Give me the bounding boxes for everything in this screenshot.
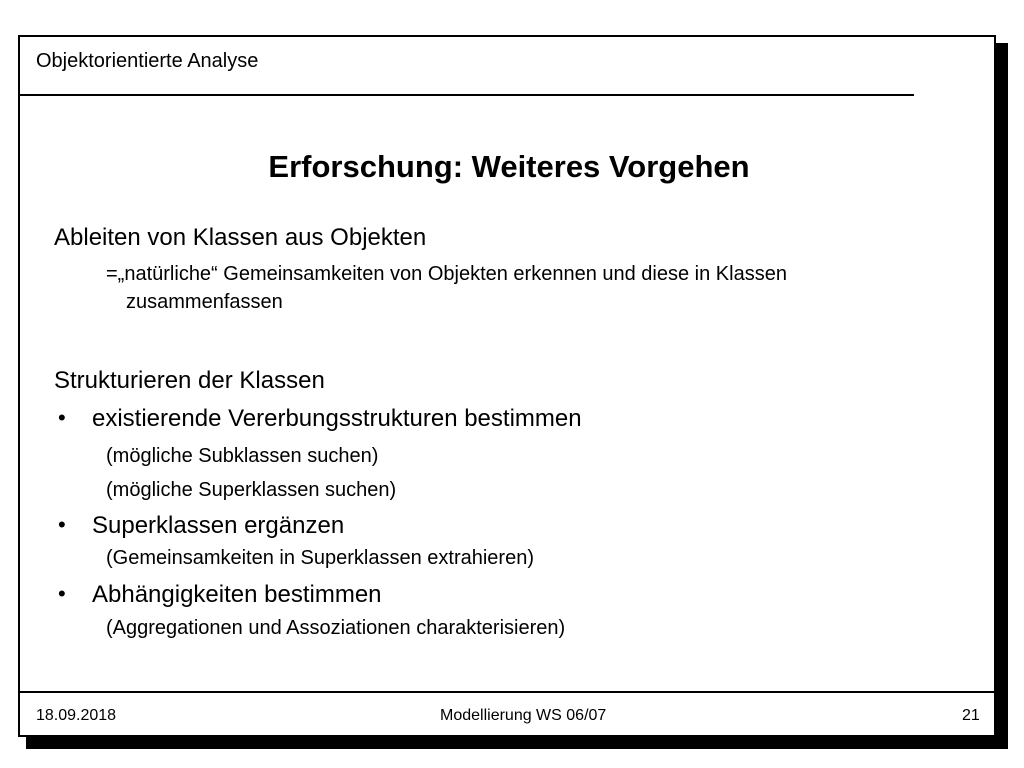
header-title: Objektorientierte Analyse	[36, 50, 259, 72]
section-heading-derive-classes: Ableiten von Klassen aus Objekten	[54, 224, 427, 251]
bullet-icon: •	[58, 581, 66, 606]
bullet-item-dependencies: Abhängigkeiten bestimmen	[92, 581, 382, 608]
bullet-detail-associations: (Aggregationen und Assoziationen charakterisieren)	[106, 617, 566, 639]
slide	[18, 35, 996, 737]
bullet-detail-subclasses: (mögliche Subklassen suchen)	[106, 445, 379, 467]
section-detail-line-2: zusammenfassen	[126, 291, 283, 313]
bullet-icon: •	[58, 405, 66, 430]
slide-title: Erforschung: Weiteres Vorgehen	[268, 149, 750, 184]
bullet-icon: •	[58, 512, 66, 537]
footer-course: Modellierung WS 06/07	[440, 707, 607, 724]
bullet-item-superclasses: Superklassen ergänzen	[92, 512, 345, 539]
footer-divider	[20, 691, 994, 693]
section-heading-structure-classes: Strukturieren der Klassen	[54, 367, 325, 394]
bullet-detail-superclasses: (mögliche Superklassen suchen)	[106, 479, 397, 501]
bullet-item-inheritance: existierende Vererbungsstrukturen bestimmen	[92, 405, 582, 432]
footer-date: 18.09.2018	[36, 707, 117, 724]
section-detail-line-1: =„natürliche“ Gemeinsamkeiten von Objekten erkennen und diese in Klassen	[106, 263, 787, 285]
bullet-detail-commonalities: (Gemeinsamkeiten in Superklassen extrahieren)	[106, 547, 534, 569]
footer-page-number: 21	[962, 707, 980, 724]
header-divider	[20, 94, 914, 96]
